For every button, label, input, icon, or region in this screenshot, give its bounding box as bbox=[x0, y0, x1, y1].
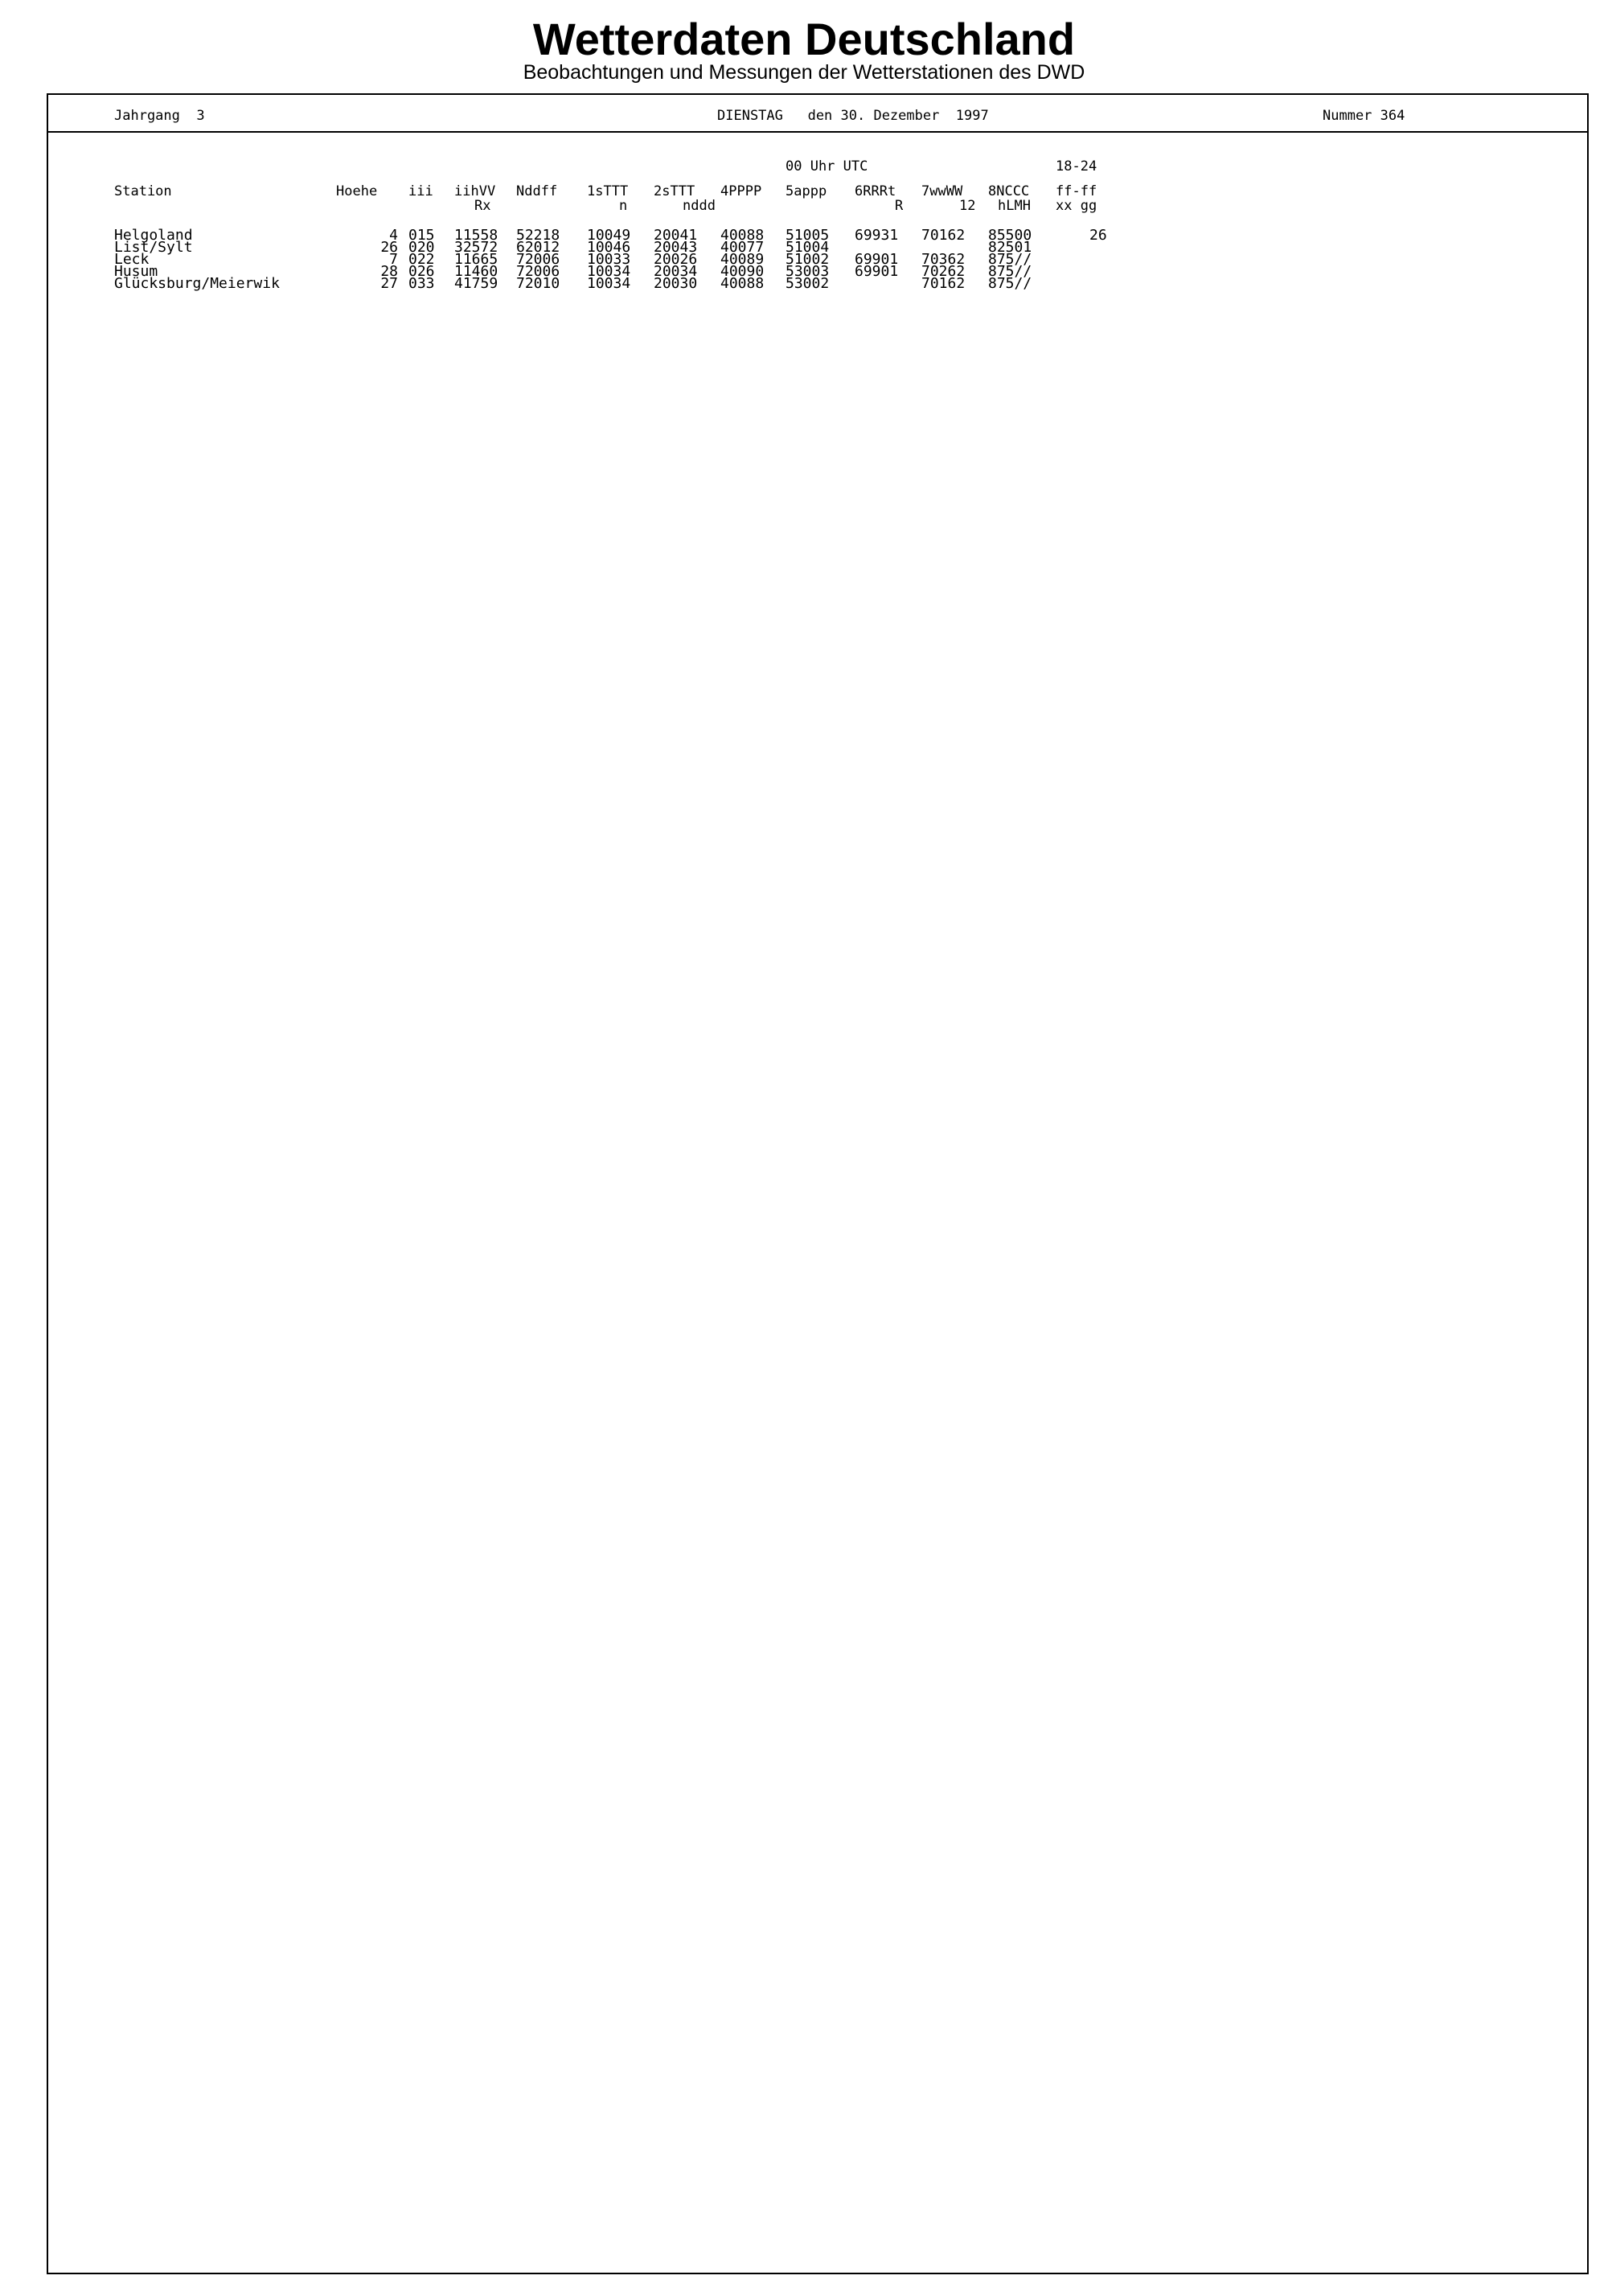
cell-c9: 875// bbox=[988, 275, 1032, 292]
col-2sttt: 2sTTT bbox=[654, 183, 695, 199]
cell-c9: 85500 bbox=[988, 227, 1032, 244]
cell-c7: 69901 bbox=[855, 251, 899, 268]
cell-iii: 026 bbox=[408, 263, 435, 280]
sub-ff-ff: xx gg bbox=[1056, 198, 1097, 214]
time-label: 00 Uhr UTC bbox=[786, 158, 868, 175]
masthead-subtitle: Beobachtungen und Messungen der Wetterstationen des DWD bbox=[523, 61, 1085, 84]
header-divider bbox=[47, 131, 1589, 133]
cell-hoehe: 27 bbox=[380, 275, 398, 292]
cell-iii: 015 bbox=[408, 227, 435, 244]
cell-c4: 20043 bbox=[654, 239, 698, 256]
col-8nccc: 8NCCC bbox=[988, 183, 1030, 199]
jahrgang-label: Jahrgang 3 bbox=[114, 108, 205, 124]
page-frame bbox=[47, 93, 1589, 2274]
cell-hoehe: 7 bbox=[389, 251, 398, 268]
sub-8nccc: hLMH bbox=[998, 198, 1031, 214]
cell-c9: 875// bbox=[988, 263, 1032, 280]
cell-c2: 72010 bbox=[516, 275, 560, 292]
sub-1sttt: n bbox=[619, 198, 628, 214]
cell-c2: 72006 bbox=[516, 263, 560, 280]
cell-c9: 82501 bbox=[988, 239, 1032, 256]
cell-station: Helgoland bbox=[114, 227, 193, 244]
col-station: Station bbox=[114, 183, 172, 199]
cell-c3: 10046 bbox=[587, 239, 631, 256]
cell-c4: 20030 bbox=[654, 275, 698, 292]
cell-c4: 20034 bbox=[654, 263, 698, 280]
cell-c7: 69901 bbox=[855, 263, 899, 280]
cell-hoehe: 26 bbox=[380, 239, 398, 256]
col-hoehe: Hoehe bbox=[336, 183, 378, 199]
sub-6rrrt: R bbox=[895, 198, 904, 214]
col-iii: iii bbox=[408, 183, 433, 199]
col-iihvv: iihVV bbox=[454, 183, 496, 199]
cell-c3: 10049 bbox=[587, 227, 631, 244]
sub-7wwww: 12 bbox=[959, 198, 976, 214]
cell-c10: 26 bbox=[1089, 227, 1107, 244]
col-7wwww: 7wwWW bbox=[921, 183, 963, 199]
cell-c4: 20026 bbox=[654, 251, 698, 268]
cell-c5: 40089 bbox=[720, 251, 765, 268]
cell-station: Leck bbox=[114, 251, 150, 268]
cell-station: Husum bbox=[114, 263, 158, 280]
cell-c1: 11665 bbox=[454, 251, 498, 268]
cell-c8: 70162 bbox=[921, 275, 966, 292]
cell-station: Glücksburg/Meierwik bbox=[114, 275, 280, 292]
cell-c6: 51005 bbox=[786, 227, 830, 244]
cell-hoehe: 4 bbox=[389, 227, 398, 244]
cell-c6: 53003 bbox=[786, 263, 830, 280]
cell-c5: 40090 bbox=[720, 263, 765, 280]
cell-c2: 62012 bbox=[516, 239, 560, 256]
cell-c9: 875// bbox=[988, 251, 1032, 268]
cell-iii: 022 bbox=[408, 251, 435, 268]
cell-c1: 11460 bbox=[454, 263, 498, 280]
cell-iii: 033 bbox=[408, 275, 435, 292]
cell-c4: 20041 bbox=[654, 227, 698, 244]
cell-c1: 32572 bbox=[454, 239, 498, 256]
issue-number: Nummer 364 bbox=[1323, 108, 1405, 124]
cell-c5: 40088 bbox=[720, 227, 765, 244]
cell-c6: 51002 bbox=[786, 251, 830, 268]
cell-c7: 69931 bbox=[855, 227, 899, 244]
col-5appp: 5appp bbox=[786, 183, 827, 199]
masthead-title: Wetterdaten Deutschland bbox=[532, 14, 1076, 64]
cell-c1: 11558 bbox=[454, 227, 498, 244]
col-4pppp: 4PPPP bbox=[720, 183, 762, 199]
range-label: 18-24 bbox=[1056, 158, 1097, 175]
col-nddff: Nddff bbox=[516, 183, 558, 199]
table-row bbox=[0, 277, 1608, 290]
cell-c2: 72006 bbox=[516, 251, 560, 268]
col-1sttt: 1sTTT bbox=[587, 183, 629, 199]
cell-iii: 020 bbox=[408, 239, 435, 256]
date-label: DIENSTAG den 30. Dezember 1997 bbox=[717, 108, 989, 124]
cell-c8: 70162 bbox=[921, 227, 966, 244]
cell-station: List/Sylt bbox=[114, 239, 193, 256]
cell-c5: 40077 bbox=[720, 239, 765, 256]
cell-c3: 10034 bbox=[587, 263, 631, 280]
cell-c3: 10034 bbox=[587, 275, 631, 292]
cell-hoehe: 28 bbox=[380, 263, 398, 280]
cell-c1: 41759 bbox=[454, 275, 498, 292]
cell-c8: 70362 bbox=[921, 251, 966, 268]
cell-c6: 53002 bbox=[786, 275, 830, 292]
cell-c8: 70262 bbox=[921, 263, 966, 280]
cell-c6: 51004 bbox=[786, 239, 830, 256]
cell-c2: 52218 bbox=[516, 227, 560, 244]
col-ff-ff: ff-ff bbox=[1056, 183, 1097, 199]
sub-2sttt: nddd bbox=[683, 198, 716, 214]
sub-iihvv: Rx bbox=[474, 198, 491, 214]
cell-c3: 10033 bbox=[587, 251, 631, 268]
col-6rrrt: 6RRRt bbox=[855, 183, 896, 199]
cell-c5: 40088 bbox=[720, 275, 765, 292]
